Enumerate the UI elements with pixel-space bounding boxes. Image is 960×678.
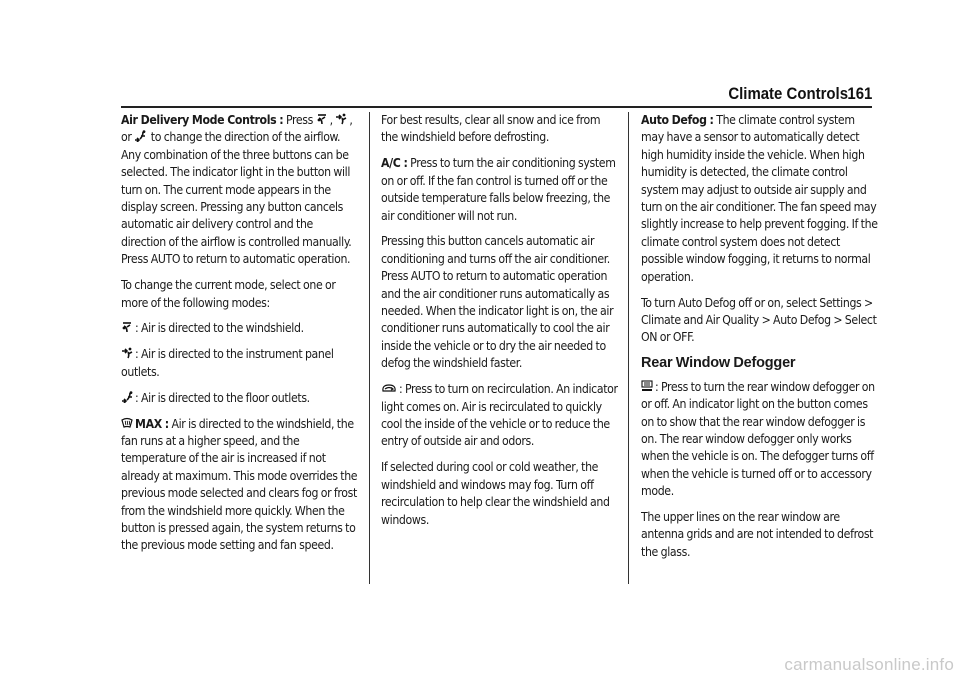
recirc-paragraph: : Press to turn on recirculation. An indicator light comes on. Air is recirculated to quickly cool the inside of the vehicle or to reduce the entry of outside air and odors. xyxy=(381,382,618,449)
column-1 xyxy=(121,112,359,563)
rear-defog-icon xyxy=(641,380,653,392)
mode-panel: : Air is directed to the instrument panel outlets. xyxy=(121,347,334,379)
column-2 xyxy=(381,112,619,537)
mode-windshield: : Air is directed to the windshield. xyxy=(121,320,359,337)
page-number: 161 xyxy=(847,84,872,103)
floor-airflow-icon xyxy=(121,391,133,403)
auto-defog-paragraph: Auto Defog : The climate control system may have a sensor to automatically detect high humidity inside the vehicle. When high humidity is detected, the climate control system may adjust to outside air supply and turn on the air conditioner. The fan speed may slightly increase to help prevent fogging. If the climate control system does not detect possible window fogging, it returns to normal operation. xyxy=(641,113,878,284)
mode-floor: : Air is directed to the floor outlets. xyxy=(121,390,359,407)
floor-airflow-icon xyxy=(134,130,146,142)
recirculation-icon xyxy=(381,382,397,394)
air-delivery-lead: Air Delivery Mode Controls : xyxy=(121,113,284,127)
page-header xyxy=(0,0,960,105)
header-divider xyxy=(121,106,872,108)
column-divider-2 xyxy=(628,112,629,584)
cool-weather-paragraph: If selected during cool or cold weather, the windshield and windows may fog. Turn off recirculation to help clear the windshield and windows. xyxy=(381,460,610,527)
cancels-paragraph: Pressing this button cancels automatic air conditioning and turns off the air conditioner. Press AUTO to return to automatic operation and the air conditioner runs automatically as needed. When the indicator light is on, the air conditioner runs automatically to cool the air inside the vehicle or to dry the air needed to defog the windshield faster. xyxy=(381,234,614,371)
column-divider-1 xyxy=(369,112,370,584)
max-paragraph: MAX : Air is directed to the windshield, the fan runs at a higher speed, and the temperature of the air is increased if not already at maximum. This mode overrides the previous mode selected and clears fog or frost from the windshield more quickly. When the button is pressed again, the system returns to the previous mode setting and fan speed. xyxy=(121,416,358,553)
windshield-airflow-icon xyxy=(121,321,133,333)
turn-off-paragraph: To turn Auto Defog off or on, select Settings > Climate and Air Quality > Auto Defog > Select ON or OFF. xyxy=(641,295,877,345)
best-results-paragraph: For best results, clear all snow and ice from the windshield before defrosting. xyxy=(381,113,601,145)
section-title: Climate Controls xyxy=(728,84,848,103)
air-delivery-paragraph: Air Delivery Mode Controls : Press , , or to change the direction of the airflow. Any combination of the three buttons can be selected. The indicator light in the button will turn on. The current mode appears in the display screen. Pressing any button cancels automatic air delivery control and the direction of the airflow is controlled manually. Press AUTO to return to automatic operation. xyxy=(121,113,353,267)
panel-airflow-icon xyxy=(335,113,347,125)
ac-paragraph: A/C : Press to turn the air conditioning system on or off. If the fan control is turned off or the outside temperature falls below freezing, the air conditioner will not run. xyxy=(381,156,616,223)
watermark: carmanualsonline.info xyxy=(784,655,954,674)
column-3 xyxy=(641,112,879,570)
change-mode-paragraph: To change the current mode, select one or more of the following modes: xyxy=(121,278,336,310)
upper-lines-paragraph: The upper lines on the rear window are antenna grids and are not intended to defrost the glass. xyxy=(641,510,874,559)
max-defrost-icon xyxy=(121,417,133,429)
rear-paragraph: : Press to turn the rear window defogger on or off. An indicator light on the button comes on to show that the rear window defogger is on. The rear window defogger only works when the vehicle is on. The defogger turns off when the vehicle is turned off or to accessory mode. xyxy=(641,379,875,499)
windshield-airflow-icon xyxy=(316,113,328,125)
panel-airflow-icon xyxy=(121,347,133,359)
rear-defogger-heading: Rear Window Defogger xyxy=(641,355,796,372)
